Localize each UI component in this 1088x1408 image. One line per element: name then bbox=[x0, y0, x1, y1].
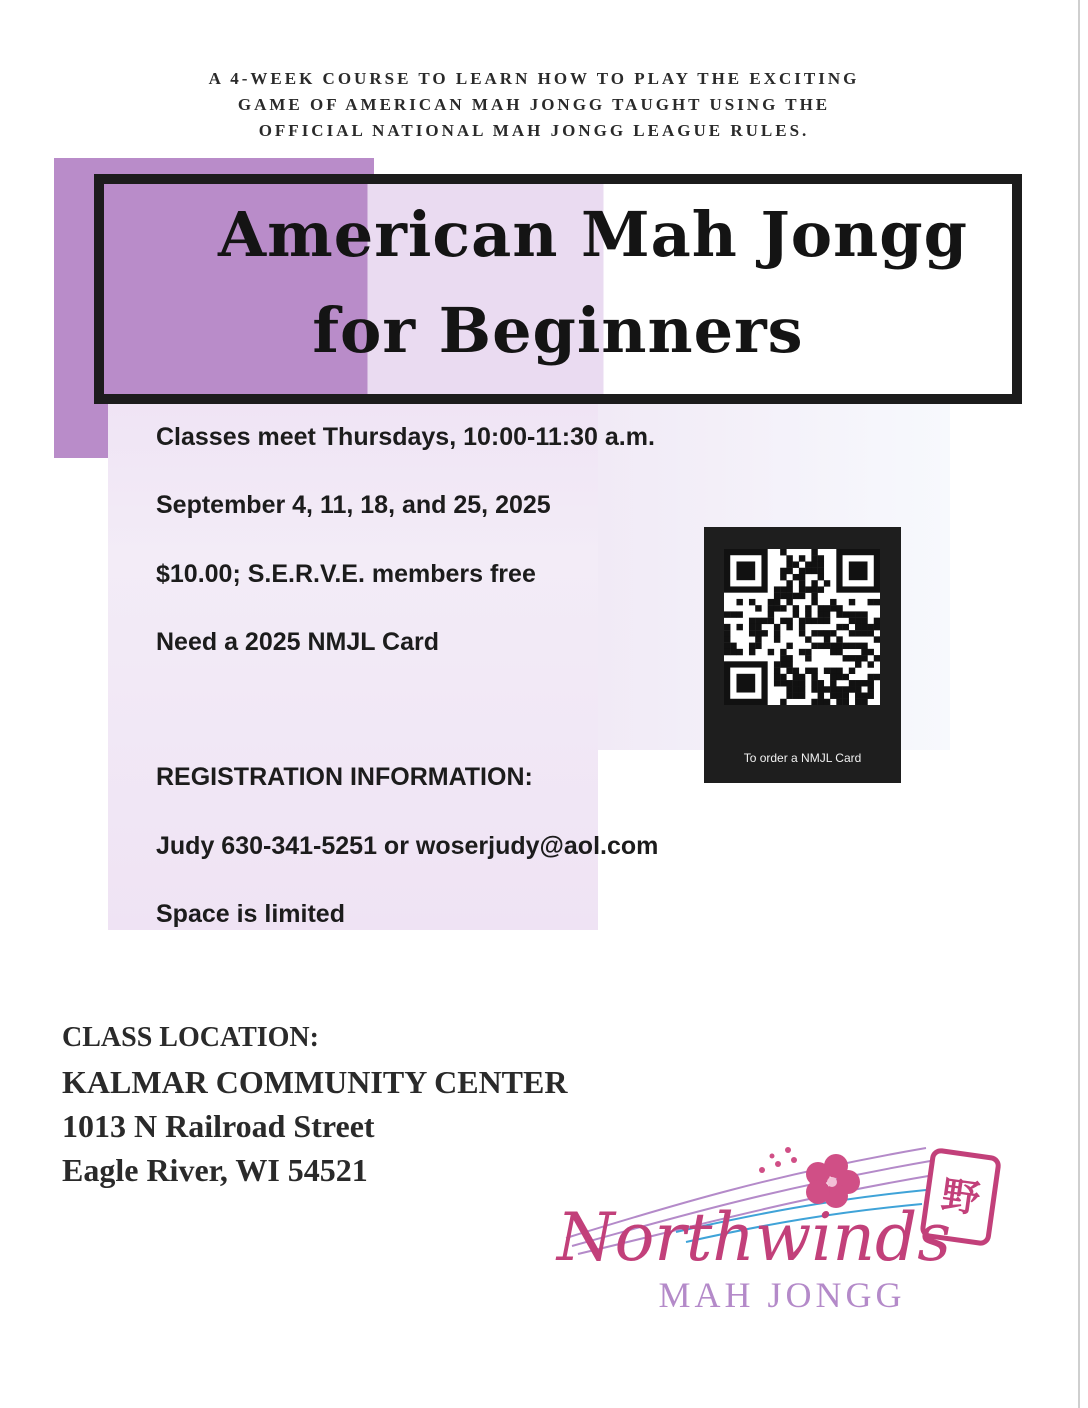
intro-line-3: OFFICIAL NATIONAL MAH JONGG LEAGUE RULES. bbox=[258, 121, 810, 140]
title-line-1: American Mah Jongg bbox=[218, 198, 968, 271]
title-line-2: for Beginners bbox=[312, 294, 804, 367]
northwinds-logo bbox=[526, 1134, 1012, 1320]
qr-code-graphic bbox=[724, 549, 880, 705]
svg-text:野: 野 bbox=[938, 1172, 983, 1222]
dots-decoration-icon bbox=[759, 1147, 797, 1173]
registration-heading: REGISTRATION INFORMATION: bbox=[156, 763, 533, 791]
dates-text: September 4, 11, 18, and 25, 2025 bbox=[156, 491, 551, 519]
location-city: Eagle River, WI 54521 bbox=[62, 1152, 368, 1188]
location-street: 1013 N Railroad Street bbox=[62, 1108, 375, 1144]
qr-code[interactable] bbox=[724, 549, 880, 705]
qr-card bbox=[704, 527, 901, 783]
schedule-text: Classes meet Thursdays, 10:00-11:30 a.m. bbox=[156, 423, 655, 451]
location-heading: CLASS LOCATION: bbox=[62, 1022, 319, 1053]
course-intro bbox=[120, 66, 948, 144]
card-requirement-text: Need a 2025 NMJL Card bbox=[156, 628, 439, 656]
page-edge-line bbox=[1078, 0, 1080, 1408]
logo-wordmark: Northwinds bbox=[556, 1199, 952, 1274]
contact-text: Judy 630-341-5251 or woserjudy@aol.com bbox=[156, 832, 659, 860]
title-box bbox=[94, 174, 1022, 404]
logo-subtitle: MAH JONGG bbox=[658, 1275, 906, 1315]
logo-graphic bbox=[526, 1134, 1012, 1274]
intro-line-1: A 4-WEEK COURSE TO LEARN HOW TO PLAY THE EXCITING bbox=[208, 69, 860, 88]
qr-caption: To order a NMJL Card bbox=[743, 751, 862, 765]
price-text: $10.00; S.E.R.V.E. members free bbox=[156, 560, 536, 588]
space-limited-text: Space is limited bbox=[156, 900, 345, 928]
location-venue: KALMAR COMMUNITY CENTER bbox=[62, 1064, 568, 1100]
intro-line-2: GAME OF AMERICAN MAH JONGG TAUGHT USING THE bbox=[237, 95, 831, 114]
